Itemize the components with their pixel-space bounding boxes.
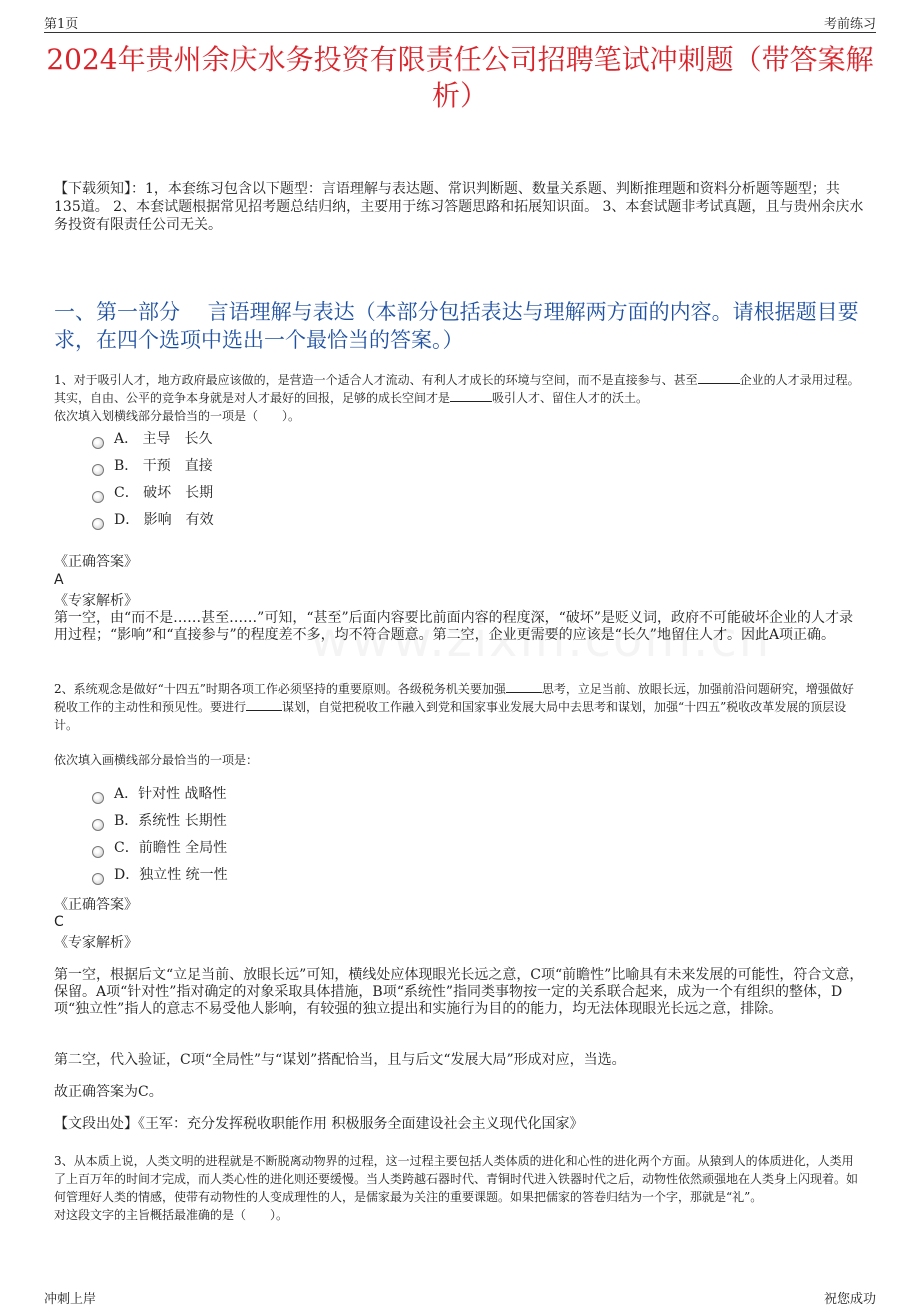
section-title: 一、第一部分 言语理解与表达（本部分包括表达与理解两方面的内容。请根据题目要求，在四个选项中选出一个最恰当的答案。） [54, 300, 859, 352]
question-2-analysis-1: 第一空，根据后文“立足当前、放眼长远”可知，横线处应体现眼光长远之意，C项“前瞻性”比喻具有未来发展的可能性，符合文意，保留。A项“针对性”指对确定的对象采取具体措施，B项“系统性”指同类事物按一定的关系联合起来，成为一个有组织的整体，D项“独立性”指人的意志不易受他人影响，有较强的独立提出和实施行为目的的能力，均无法体现眼光长远之意，排除。 [54, 967, 864, 1017]
question-2-analysis-2: 第二空，代入验证，C项“全局性”与“谋划”搭配恰当，且与后文“发展大局”形成对应，当选。 [54, 1052, 626, 1068]
option-b[interactable]: B．系统性 长期性 [92, 808, 228, 835]
option-b[interactable]: B． 干预 直接 [92, 453, 214, 480]
question-1-options [92, 426, 214, 534]
radio-icon[interactable] [92, 873, 104, 885]
blank-1 [698, 371, 740, 384]
radio-icon[interactable] [92, 819, 104, 831]
answer-label: 《正确答案》 [54, 897, 138, 913]
download-notice: 【下载须知】：1，本套练习包含以下题型：言语理解与表达题、常识判断题、数量关系题、判断推理题和资料分析题等题型；共135道。 2、本套试题根据常见招考题总结归纳，主要用于练习答题思路和拓展知识面。 3、本套试题非考试真题，且与贵州余庆水务投资有限责任公司无关。 [54, 181, 864, 233]
document-title: 2024年贵州余庆水务投资有限责任公司招聘笔试冲刺题（带答案解析） [46, 43, 874, 112]
question-1-prompt: 依次填入划横线部分最恰当的一项是（ ）。 [54, 409, 301, 423]
question-2-source: 【文段出处】《王军：充分发挥税收职能作用 积极服务全面建设社会主义现代化国家》 [54, 1116, 584, 1132]
question-1-analysis: 第一空，由“而不是……甚至……”可知，“甚至”后面内容要比前面内容的程度深，“破坏”是贬义词，政府不可能破坏企业的人才录用过程；“影响”和“直接参与”的程度差不多，均不符合题意。第二空，企业更需要的应该是“长久”地留住人才。因此A项正确。 [54, 610, 853, 643]
question-2-stem: 2、系统观念是做好“十四五”时期各项工作必须坚持的重要原则。各级税务机关要加强 思考，立足当前、放眼长远，加强前沿问题研究，增强做好税收工作的主动性和预见性。要进行 谋划，自觉把税收工作融入到党和国家事业发展大局中去思考和谋划，加强“十四五”税收改革发展的顶层设计。 [54, 682, 854, 732]
page-number: 第1页 [44, 17, 79, 32]
blank-1 [506, 680, 542, 693]
header-right-label: 考前练习 [823, 17, 876, 32]
option-d[interactable]: D．独立性 统一性 [92, 862, 228, 889]
question-3-prompt: 对这段文字的主旨概括最准确的是（ ）。 [54, 1208, 289, 1222]
radio-icon[interactable] [92, 846, 104, 858]
analysis-label: 《专家解析》 [54, 593, 138, 609]
option-d[interactable]: D． 影响 有效 [92, 507, 214, 534]
analysis-label: 《专家解析》 [54, 935, 138, 951]
question-2-analysis-3: 故正确答案为C。 [54, 1084, 163, 1100]
option-c[interactable]: C． 破坏 长期 [92, 480, 214, 507]
question-2-options [92, 781, 228, 889]
option-a[interactable]: A．针对性 战略性 [92, 781, 228, 808]
blank-2 [246, 698, 282, 711]
answer-value: A [54, 572, 64, 588]
radio-icon[interactable] [92, 518, 104, 530]
answer-value: C [54, 914, 64, 930]
question-1-stem: 1、对于吸引人才，地方政府最应该做的，是营造一个适合人才流动、有利人才成长的环境与空间，而不是直接参与、甚至 企业的人才录用过程。其实，自由、公平的竞争本身就是对人才最好的回报，足够的成长空间才是 吸引人才、留住人才的沃土。 依次填入划横线部分最恰当的一项是（ ）。 [54, 373, 860, 423]
question-3-stem: 3、从本质上说，人类文明的进程就是不断脱离动物界的过程，这一过程主要包括人类体质的进化和心性的进化两个方面。从猿到人的体质进化，人类用了上百万年的时间才完成，而人类心性的进化则还要缓慢。当人类跨越石器时代、青铜时代进入铁器时代之后，动物性依然顽强地在人类身上闪现着。如何管理好人类的情感，使带有动物性的人变成理性的人，是儒家最为关注的重要课题。如果把儒家的答卷归结为一个字，那就是“礼”。 对这段文字的主旨概括最准确的是（ ）。 [54, 1154, 859, 1222]
radio-icon[interactable] [92, 792, 104, 804]
blank-2 [450, 389, 492, 402]
answer-label: 《正确答案》 [54, 554, 138, 570]
option-c[interactable]: C．前瞻性 全局性 [92, 835, 228, 862]
radio-icon[interactable] [92, 464, 104, 476]
footer-right: 祝您成功 [823, 1292, 876, 1307]
footer-left: 冲刺上岸 [44, 1292, 97, 1307]
radio-icon[interactable] [92, 491, 104, 503]
question-2-prompt: 依次填入画横线部分最恰当的一项是： [54, 753, 259, 767]
option-a[interactable]: A． 主导 长久 [92, 426, 214, 453]
page-header [44, 10, 876, 33]
radio-icon[interactable] [92, 437, 104, 449]
